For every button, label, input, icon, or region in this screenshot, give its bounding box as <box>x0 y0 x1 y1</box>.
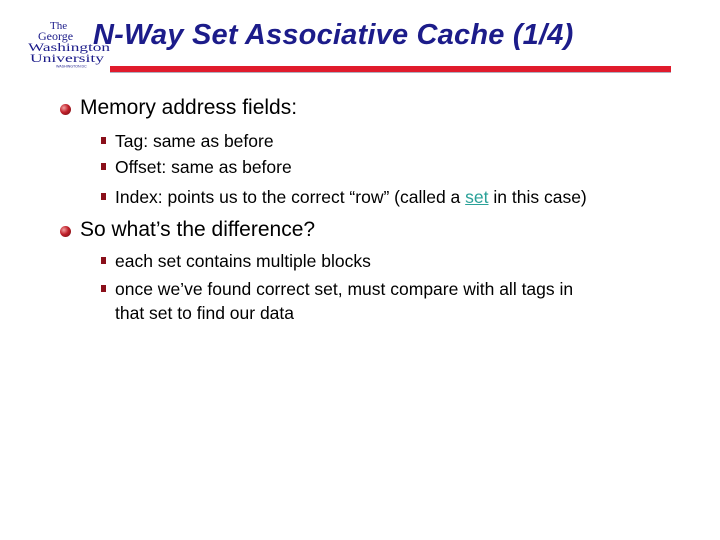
square-bullet-icon <box>101 163 106 170</box>
text-after: in this case) <box>488 187 587 207</box>
round-bullet-icon <box>60 226 71 237</box>
list-item-text: Offset: same as before <box>115 157 292 177</box>
list-item-text: that set to find our data <box>115 303 295 323</box>
title-rule-shadow <box>110 72 671 73</box>
highlight-set: set <box>465 187 489 207</box>
round-bullet-icon <box>60 104 71 115</box>
square-bullet-icon <box>101 137 106 144</box>
square-bullet-icon <box>101 257 106 264</box>
logo-line-george: George <box>38 29 74 43</box>
list-item-text: Tag: same as before <box>115 131 274 151</box>
section-heading: So what’s the difference? <box>80 218 316 241</box>
list-item-text <box>115 184 587 210</box>
logo-line-university: University <box>30 51 104 65</box>
list-item-text: each set contains multiple blocks <box>115 251 371 271</box>
logo-line-washington-dc: WASHINGTON DC <box>56 64 87 68</box>
list-item-text: once we’ve found correct set, must compare with all tags in <box>115 279 574 299</box>
logo-line-washington: Washington <box>28 40 110 54</box>
logo-line-the: The <box>50 20 68 32</box>
square-bullet-icon <box>101 285 106 292</box>
slide-title: N-Way Set Associative Cache (1/4) <box>93 19 574 51</box>
text-before: Index: points us to the correct “row” (called a <box>115 187 466 207</box>
square-bullet-icon <box>101 193 106 200</box>
section-heading: Memory address fields: <box>80 96 298 119</box>
